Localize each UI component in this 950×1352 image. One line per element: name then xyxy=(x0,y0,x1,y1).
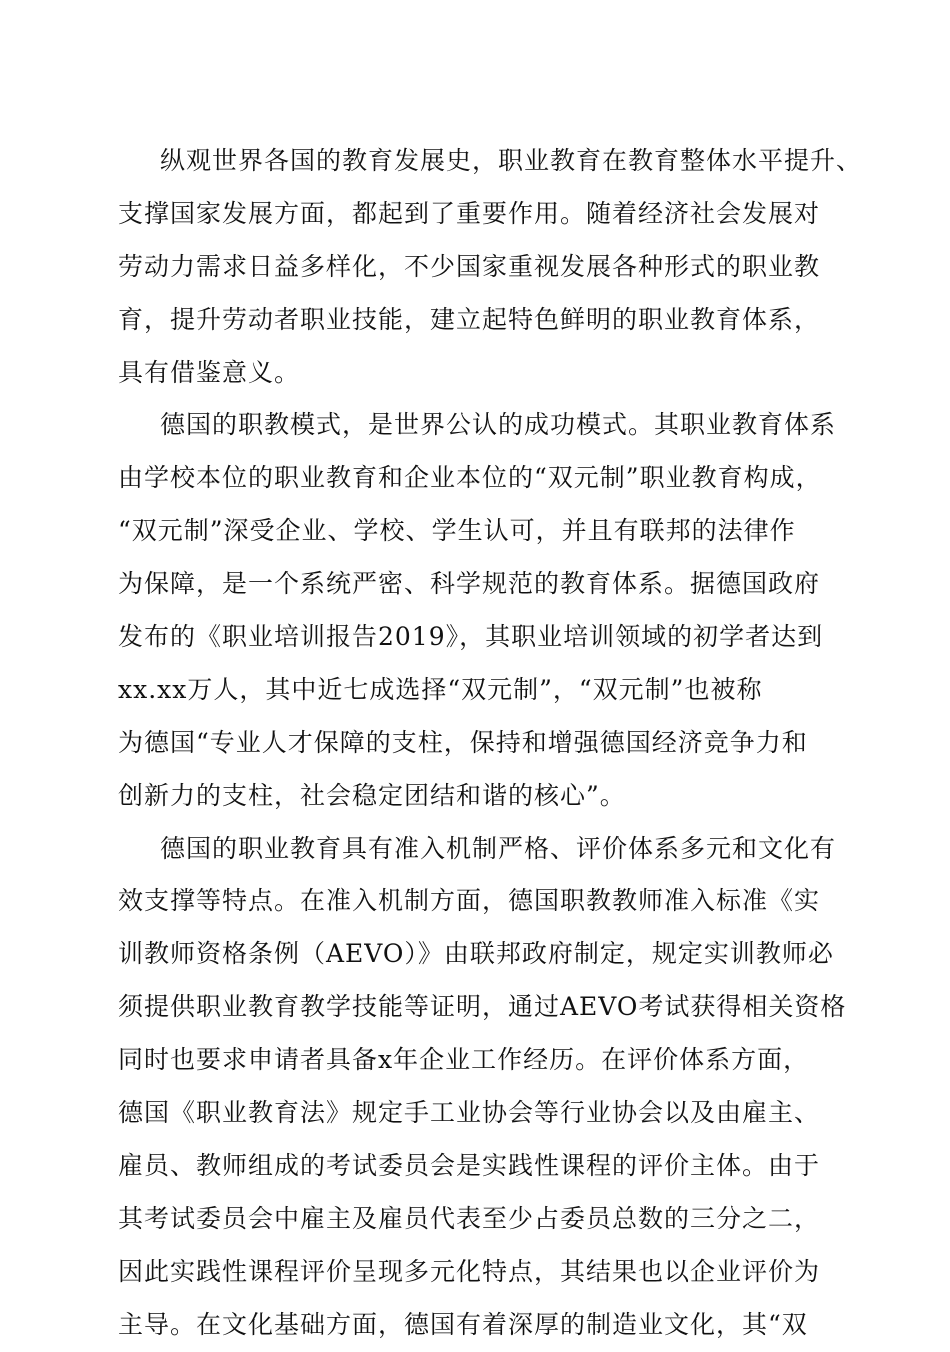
text-line: 由学校本位的职业教育和企业本位的“双元制”职业教育构成， xyxy=(118,463,822,493)
text-line: 为保障，是一个系统严密、科学规范的教育体系。据德国政府 xyxy=(118,569,821,599)
text-line: 支撑国家发展方面，都起到了重要作用。随着经济社会发展对 xyxy=(118,198,821,228)
text-line: 其考试委员会中雇主及雇员代表至少占委员总数的三分之二， xyxy=(118,1203,821,1233)
text-line: 育，提升劳动者职业技能，建立起特色鲜明的职业教育体系， xyxy=(118,304,821,334)
text-line: 训教师资格条例（AEVO）》由联邦政府制定，规定实训教师必 xyxy=(118,939,834,969)
text-line: 德国的职教模式，是世界公认的成功模式。其职业教育体系 xyxy=(160,410,837,440)
text-line: 纵观世界各国的教育发展史，职业教育在教育整体水平提升、 xyxy=(160,146,863,175)
text-line: 德国的职业教育具有准入机制严格、评价体系多元和文化有 xyxy=(160,833,837,863)
text-line: “双元制”深受企业、学校、学生认可，并且有联邦的法律作 xyxy=(118,516,796,546)
text-line: 德国《职业教育法》规定手工业协会等行业协会以及由雇主、 xyxy=(118,1098,821,1128)
text-line: 雇员、教师组成的考试委员会是实践性课程的评价主体。由于 xyxy=(118,1150,821,1180)
text-line: 同时也要求申请者具备x年企业工作经历。在评价体系方面， xyxy=(118,1045,810,1075)
text-line: 发布的《职业培训报告2019》，其职业培训领域的初学者达到 xyxy=(118,622,824,652)
text-line: 劳动力需求日益多样化，不少国家重视发展各种形式的职业教 xyxy=(118,251,821,281)
text-line: 具有借鉴意义。 xyxy=(118,357,301,387)
text-line: 因此实践性课程评价呈现多元化特点，其结果也以企业评价为 xyxy=(118,1256,821,1286)
text-line: xx.xx万人，其中近七成选择“双元制”，“双元制”也被称 xyxy=(118,674,763,704)
text-line: 主导。在文化基础方面，德国有着深厚的制造业文化，其“双 xyxy=(118,1309,808,1339)
text-line: 创新力的支柱，社会稳定团结和谐的核心”。 xyxy=(118,780,626,810)
text-line: 为德国“专业人才保障的支柱，保持和增强德国经济竞争力和 xyxy=(118,727,808,757)
body-text xyxy=(118,135,863,1351)
text-line: 须提供职业教育教学技能等证明，通过AEVO考试获得相关资格 xyxy=(118,992,847,1022)
text-line: 效支撑等特点。在准入机制方面，德国职教教师准入标准《实 xyxy=(118,886,821,916)
